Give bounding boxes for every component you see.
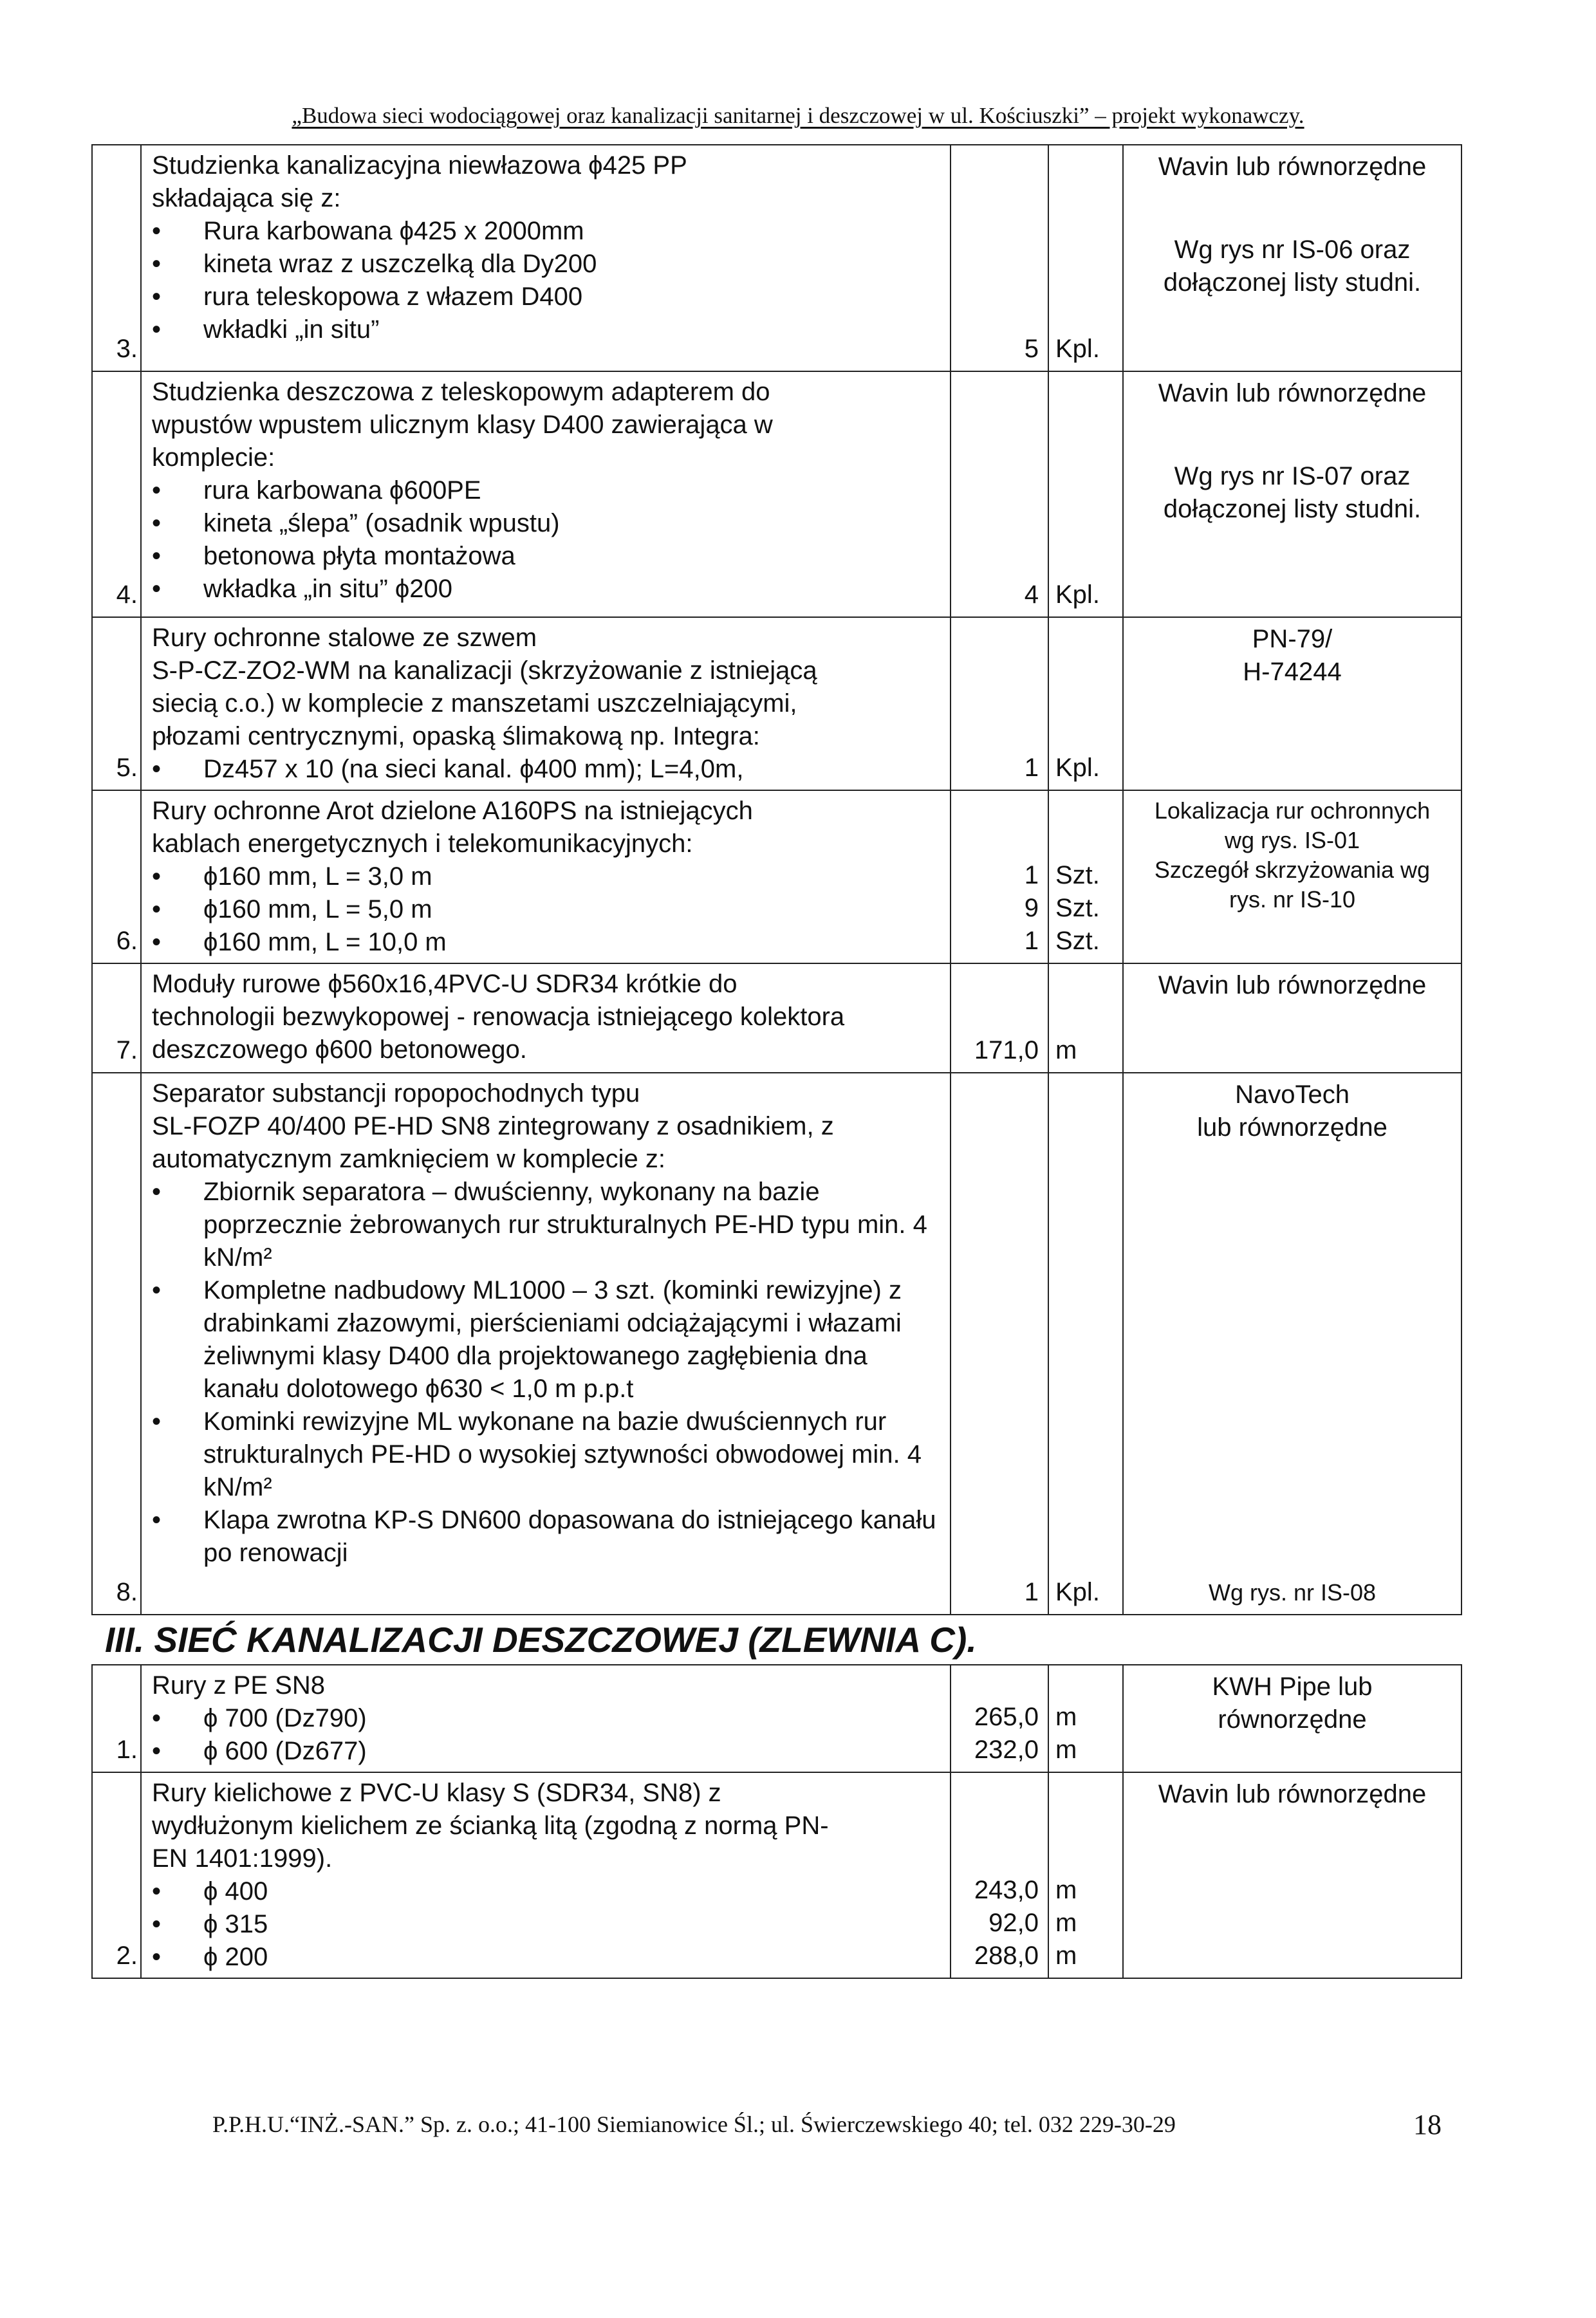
note-line: rys. nr IS-10 — [1229, 886, 1356, 913]
row-note — [1123, 1073, 1461, 1615]
note-line: KWH Pipe lub — [1212, 1673, 1373, 1701]
list-item: • ϕ160 mm, L = 3,0 m — [152, 860, 950, 893]
list-item: • kineta „ślepa” (osadnik wpustu) — [152, 507, 950, 540]
row-unit — [1048, 1665, 1123, 1772]
row-note — [1123, 1772, 1461, 1978]
note-line: Wavin lub równorzędne — [1158, 379, 1427, 407]
header-text: „Budowa sieci wodociągowej oraz kanalizacji sanitarnej i deszczowej w ul. Kościuszki” – projekt wykonawczy. — [292, 103, 1304, 128]
note-line: Wavin lub równorzędne — [1158, 971, 1427, 999]
bullet-list — [152, 1702, 950, 1768]
description-line: wpustów wpustem ulicznym klasy D400 zawierająca w — [152, 411, 773, 439]
description-line: Rury z PE SN8 — [152, 1671, 325, 1700]
description-line: S-P-CZ-ZO2-WM na kanalizacji (skrzyżowanie z istniejącą — [152, 656, 817, 685]
list-item: • Klapa zwrotna KP-S DN600 dopasowana do istniejącego kanału po renowacji — [152, 1504, 950, 1570]
row-number: 5. — [92, 617, 141, 790]
description-line: Rury ochronne Arot dzielone A160PS na istniejących — [152, 797, 753, 825]
list-item: • ϕ 315 — [152, 1908, 950, 1941]
note-line: Wg rys nr IS-06 oraz — [1174, 236, 1411, 264]
row-description — [141, 963, 951, 1073]
description-line: Moduły rurowe ϕ560x16,4PVC-U SDR34 krótkie do — [152, 970, 738, 998]
bullet-list — [152, 753, 950, 786]
row-number: 3. — [92, 145, 141, 371]
document-footer: P.P.H.U.“INŻ.-SAN.” Sp. z. o.o.; 41-100 Siemianowice Śl.; ul. Świerczewskiego 40; tel. 032 229-30-29 — [212, 2111, 1176, 2137]
row-note — [1123, 617, 1461, 790]
note-line: Wavin lub równorzędne — [1158, 153, 1427, 181]
row-unit — [1048, 1772, 1123, 1978]
document-header — [0, 103, 1596, 129]
bullet-list — [152, 215, 950, 346]
row-quantity: 4 — [951, 371, 1048, 617]
row-unit: Kpl. — [1048, 1073, 1123, 1615]
row-description — [141, 1073, 951, 1615]
row-number: 4. — [92, 371, 141, 617]
list-item: • ϕ160 mm, L = 5,0 m — [152, 893, 950, 926]
row-description — [141, 1665, 951, 1772]
note-line: H-74244 — [1243, 658, 1342, 686]
unit-value: Szt. — [1055, 861, 1100, 889]
unit-value: Szt. — [1055, 927, 1100, 955]
description-line: technologii bezwykopowej - renowacja istniejącego kolektora — [152, 1003, 845, 1031]
row-description — [141, 1772, 951, 1978]
description-line: Separator substancji ropopochodnych typu — [152, 1079, 640, 1108]
row-number: 1. — [92, 1665, 141, 1772]
description-line: wydłużonym kielichem ze ścianką litą (zgodną z normą PN- — [152, 1812, 829, 1840]
section-heading: III. SIEĆ KANALIZACJI DESZCZOWEJ (ZLEWNIA C). — [92, 1615, 1461, 1665]
note-line: Szczegół skrzyżowania wg — [1154, 857, 1431, 883]
bullet-list — [152, 474, 950, 606]
row-unit: Kpl. — [1048, 145, 1123, 371]
bullet-list — [152, 1875, 950, 1974]
quantity-value: 9 — [1024, 894, 1039, 922]
description-line: Studzienka kanalizacyjna niewłazowa ϕ425 PP — [152, 151, 687, 180]
note-line: Lokalizacja rur ochronnych — [1154, 797, 1431, 824]
note-line: równorzędne — [1218, 1705, 1367, 1734]
unit-value: m — [1055, 1942, 1077, 1970]
note-line: wg rys. IS-01 — [1224, 827, 1360, 853]
unit-value: m — [1055, 1736, 1077, 1764]
row-number: 2. — [92, 1772, 141, 1978]
description-line: Rury ochronne stalowe ze szwem — [152, 624, 537, 652]
quantity-value: 92,0 — [988, 1909, 1039, 1937]
row-quantity — [951, 790, 1048, 963]
table-row — [92, 1772, 1461, 1978]
list-item: • rura teleskopowa z włazem D400 — [152, 281, 950, 313]
note-line: dołączonej listy studni. — [1163, 495, 1422, 523]
quantity-value: 1 — [1024, 927, 1039, 955]
note-line: lub równorzędne — [1197, 1113, 1387, 1142]
note-line: dołączonej listy studni. — [1163, 268, 1422, 297]
table-row — [92, 1073, 1461, 1615]
list-item: • ϕ 400 — [152, 1875, 950, 1908]
description-line: składająca się z: — [152, 184, 341, 212]
row-description — [141, 371, 951, 617]
list-item: • ϕ 600 (Dz677) — [152, 1735, 950, 1768]
row-number: 8. — [92, 1073, 141, 1615]
row-unit — [1048, 790, 1123, 963]
row-quantity: 1 — [951, 617, 1048, 790]
row-unit: Kpl. — [1048, 617, 1123, 790]
row-number: 6. — [92, 790, 141, 963]
list-item: • ϕ 700 (Dz790) — [152, 1702, 950, 1735]
list-item: • Kominki rewizyjne ML wykonane na bazie dwuściennych rur strukturalnych PE-HD o wysokiej sztywności obwodowej min. 4 kN/m² — [152, 1405, 950, 1504]
row-quantity — [951, 1772, 1048, 1978]
quantity-value: 1 — [1024, 861, 1039, 889]
list-item: • Zbiornik separatora – dwuścienny, wykonany na bazie poprzecznie żebrowanych rur strukturalnych PE-HD typu min. 4 kN/m² — [152, 1176, 950, 1274]
description-line: komplecie: — [152, 443, 275, 472]
note-line: Wg rys nr IS-07 oraz — [1174, 462, 1411, 490]
row-number: 7. — [92, 963, 141, 1073]
row-quantity — [951, 1665, 1048, 1772]
list-item: • Kompletne nadbudowy ML1000 – 3 szt. (kominki rewizyjne) z drabinkami złazowymi, pierścieniami odciążającymi i włazami żeliwnymi klasy D400 dla projektowanego zagłębienia dna kanału dolotowego ϕ630 < 1,0 m p.p.t — [152, 1274, 950, 1405]
bullet-list — [152, 1176, 950, 1570]
row-unit: m — [1048, 963, 1123, 1073]
page-number: 18 — [1413, 2109, 1442, 2140]
list-item: • kineta wraz z uszczelką dla Dy200 — [152, 248, 950, 281]
list-item: • wkładki „in situ” — [152, 313, 950, 346]
table-row — [92, 617, 1461, 790]
description-line: Studzienka deszczowa z teleskopowym adapterem do — [152, 378, 770, 406]
table-row — [92, 145, 1461, 371]
quantity-value: 243,0 — [974, 1876, 1039, 1904]
list-item: • ϕ 200 — [152, 1941, 950, 1974]
description-line: automatycznym zamknięciem w komplecie z: — [152, 1145, 666, 1173]
unit-value: m — [1055, 1909, 1077, 1937]
note-line: Wg rys. nr IS-08 — [1208, 1579, 1377, 1606]
specification-table — [91, 144, 1462, 1979]
row-note — [1123, 1665, 1461, 1772]
note-line: NavoTech — [1235, 1080, 1350, 1109]
row-quantity: 171,0 — [951, 963, 1048, 1073]
row-note — [1123, 790, 1461, 963]
description-line: płozami centrycznymi, opaską ślimakową np. Integra: — [152, 722, 760, 750]
description-line: SL-FOZP 40/400 PE-HD SN8 zintegrowany z osadnikiem, z — [152, 1112, 834, 1140]
row-unit: Kpl. — [1048, 371, 1123, 617]
list-item: • rura karbowana ϕ600PE — [152, 474, 950, 507]
note-line: Wavin lub równorzędne — [1158, 1780, 1427, 1808]
note-line: PN-79/ — [1252, 625, 1333, 653]
list-item: • Dz457 x 10 (na sieci kanal. ϕ400 mm); L=4,0m, — [152, 753, 950, 786]
unit-value: m — [1055, 1876, 1077, 1904]
description-line: deszczowego ϕ600 betonowego. — [152, 1035, 527, 1064]
table-row — [92, 790, 1461, 963]
row-note — [1123, 963, 1461, 1073]
description-line: siecią c.o.) w komplecie z manszetami uszczelniającymi, — [152, 689, 797, 718]
row-description — [141, 617, 951, 790]
table-row — [92, 371, 1461, 617]
list-item: • betonowa płyta montażowa — [152, 540, 950, 573]
row-note — [1123, 145, 1461, 371]
row-note — [1123, 371, 1461, 617]
table-row — [92, 963, 1461, 1073]
description-line: Rury kielichowe z PVC-U klasy S (SDR34, SN8) z — [152, 1779, 721, 1807]
unit-value: Szt. — [1055, 894, 1100, 922]
list-item: • wkładka „in situ” ϕ200 — [152, 573, 950, 606]
quantity-value: 288,0 — [974, 1942, 1039, 1970]
row-description — [141, 145, 951, 371]
unit-value: m — [1055, 1703, 1077, 1731]
row-description — [141, 790, 951, 963]
quantity-value: 232,0 — [974, 1736, 1039, 1764]
description-line: EN 1401:1999). — [152, 1844, 333, 1873]
row-quantity: 5 — [951, 145, 1048, 371]
list-item: • ϕ160 mm, L = 10,0 m — [152, 926, 950, 959]
description-line: kablach energetycznych i telekomunikacyjnych: — [152, 830, 693, 858]
row-quantity: 1 — [951, 1073, 1048, 1615]
list-item: • Rura karbowana ϕ425 x 2000mm — [152, 215, 950, 248]
bullet-list — [152, 860, 950, 959]
section-heading-row — [92, 1615, 1461, 1665]
quantity-value: 265,0 — [974, 1703, 1039, 1731]
table-row — [92, 1665, 1461, 1772]
